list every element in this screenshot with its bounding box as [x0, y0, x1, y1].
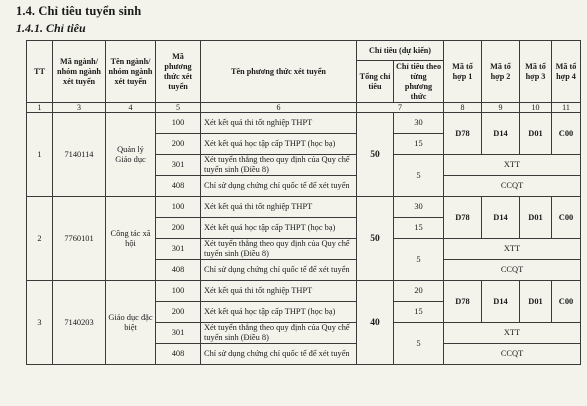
combo-4: C00 — [552, 281, 581, 323]
column-number: 1 — [27, 103, 53, 113]
method-code: 200 — [156, 218, 201, 239]
table-row — [27, 113, 581, 134]
row-tt: 3 — [27, 281, 53, 365]
row-tt: 1 — [27, 113, 53, 197]
column-number: 7 — [357, 103, 444, 113]
xtt-label: XTT — [444, 155, 581, 176]
method-quota: 15 — [394, 218, 444, 239]
column-number-row — [27, 103, 581, 113]
program-code: 7140114 — [53, 113, 106, 197]
column-number: 9 — [482, 103, 520, 113]
ccqt-label: CCQT — [444, 344, 581, 365]
table-row — [27, 197, 581, 218]
section-title: 1.4. Chỉ tiêu tuyển sinh — [16, 4, 142, 18]
header-chi-tieu-group: Chỉ tiêu (dự kiến) — [357, 41, 444, 61]
header-to-hop-3: Mã tổ hợp 3 — [520, 41, 552, 103]
combo-4: C00 — [552, 113, 581, 155]
header-ma-phuong-thuc: Mã phương thức xét tuyển — [156, 41, 201, 103]
column-number: 8 — [444, 103, 482, 113]
method-quota: 15 — [394, 134, 444, 155]
combo-4: C00 — [552, 197, 581, 239]
total-quota: 50 — [357, 113, 394, 197]
program-group-1 — [27, 113, 581, 197]
method-code: 100 — [156, 113, 201, 134]
header-ten-nganh: Tên ngành/ nhóm ngành xét tuyển — [106, 41, 156, 103]
method-name: Chỉ sử dụng chứng chỉ quốc tế để xét tuyển — [201, 176, 357, 197]
column-number: 3 — [53, 103, 106, 113]
method-name: Xét kết quả học tập cấp THPT (học bạ) — [201, 218, 357, 239]
method-code: 100 — [156, 281, 201, 302]
row-tt: 2 — [27, 197, 53, 281]
column-number: 10 — [520, 103, 552, 113]
column-number: 5 — [156, 103, 201, 113]
ccqt-label: CCQT — [444, 260, 581, 281]
shared-quota: 5 — [394, 239, 444, 281]
xtt-label: XTT — [444, 323, 581, 344]
method-name: Xét kết quả thi tốt nghiệp THPT — [201, 197, 357, 218]
xtt-label: XTT — [444, 239, 581, 260]
method-name: Chỉ sử dụng chứng chỉ quốc tế để xét tuyển — [201, 260, 357, 281]
header-tt: TT — [27, 41, 53, 103]
method-code: 100 — [156, 197, 201, 218]
method-code: 301 — [156, 239, 201, 260]
method-name: Xét kết quả học tập cấp THPT (học bạ) — [201, 134, 357, 155]
method-name: Xét tuyển thẳng theo quy định của Quy chế tuyển sinh (Điều 8) — [201, 323, 357, 344]
method-quota: 30 — [394, 197, 444, 218]
method-name: Xét kết quả thi tốt nghiệp THPT — [201, 113, 357, 134]
combo-3: D01 — [520, 113, 552, 155]
combo-1: D78 — [444, 281, 482, 323]
subsection-title: 1.4.1. Chỉ tiêu — [16, 21, 86, 35]
method-code: 301 — [156, 323, 201, 344]
method-code: 408 — [156, 344, 201, 365]
header-tong-chi-tieu: Tổng chỉ tiêu — [357, 61, 394, 103]
method-name: Chỉ sử dụng chứng chỉ quốc tế để xét tuyển — [201, 344, 357, 365]
method-name: Xét kết quả thi tốt nghiệp THPT — [201, 281, 357, 302]
program-name: Quản lý Giáo dục — [106, 113, 156, 197]
header-to-hop-4: Mã tổ hợp 4 — [552, 41, 581, 103]
column-number: 11 — [552, 103, 581, 113]
header-to-hop-2: Mã tổ hợp 2 — [482, 41, 520, 103]
program-code: 7140203 — [53, 281, 106, 365]
combo-2: D14 — [482, 113, 520, 155]
method-code: 408 — [156, 260, 201, 281]
method-code: 301 — [156, 155, 201, 176]
method-code: 200 — [156, 134, 201, 155]
program-group-2 — [27, 197, 581, 281]
method-quota: 15 — [394, 302, 444, 323]
program-code: 7760101 — [53, 197, 106, 281]
header-ma-nganh: Mã ngành/ nhóm ngành xét tuyển — [53, 41, 106, 103]
combo-1: D78 — [444, 113, 482, 155]
column-number: 6 — [201, 103, 357, 113]
total-quota: 40 — [357, 281, 394, 365]
method-name: Xét tuyển thẳng theo quy định của Quy chế tuyển sinh (Điều 8) — [201, 239, 357, 260]
method-code: 200 — [156, 302, 201, 323]
program-name: Giáo dục đặc biệt — [106, 281, 156, 365]
header-chi-tieu-tung-phuong-thuc: Chỉ tiêu theo từng phương thức — [394, 61, 444, 103]
ccqt-label: CCQT — [444, 176, 581, 197]
combo-2: D14 — [482, 281, 520, 323]
table-row — [27, 281, 581, 302]
header-ten-phuong-thuc: Tên phương thức xét tuyển — [201, 41, 357, 103]
method-code: 408 — [156, 176, 201, 197]
method-quota: 20 — [394, 281, 444, 302]
method-quota: 30 — [394, 113, 444, 134]
program-name: Công tác xã hội — [106, 197, 156, 281]
shared-quota: 5 — [394, 155, 444, 197]
combo-1: D78 — [444, 197, 482, 239]
total-quota: 50 — [357, 197, 394, 281]
shared-quota: 5 — [394, 323, 444, 365]
method-name: Xét kết quả học tập cấp THPT (học bạ) — [201, 302, 357, 323]
combo-2: D14 — [482, 197, 520, 239]
program-group-3 — [27, 281, 581, 365]
column-number: 4 — [106, 103, 156, 113]
combo-3: D01 — [520, 197, 552, 239]
header-to-hop-1: Mã tổ hợp 1 — [444, 41, 482, 103]
admission-quota-table — [26, 40, 581, 365]
method-name: Xét tuyển thẳng theo quy định của Quy chế tuyển sinh (Điều 8) — [201, 155, 357, 176]
combo-3: D01 — [520, 281, 552, 323]
